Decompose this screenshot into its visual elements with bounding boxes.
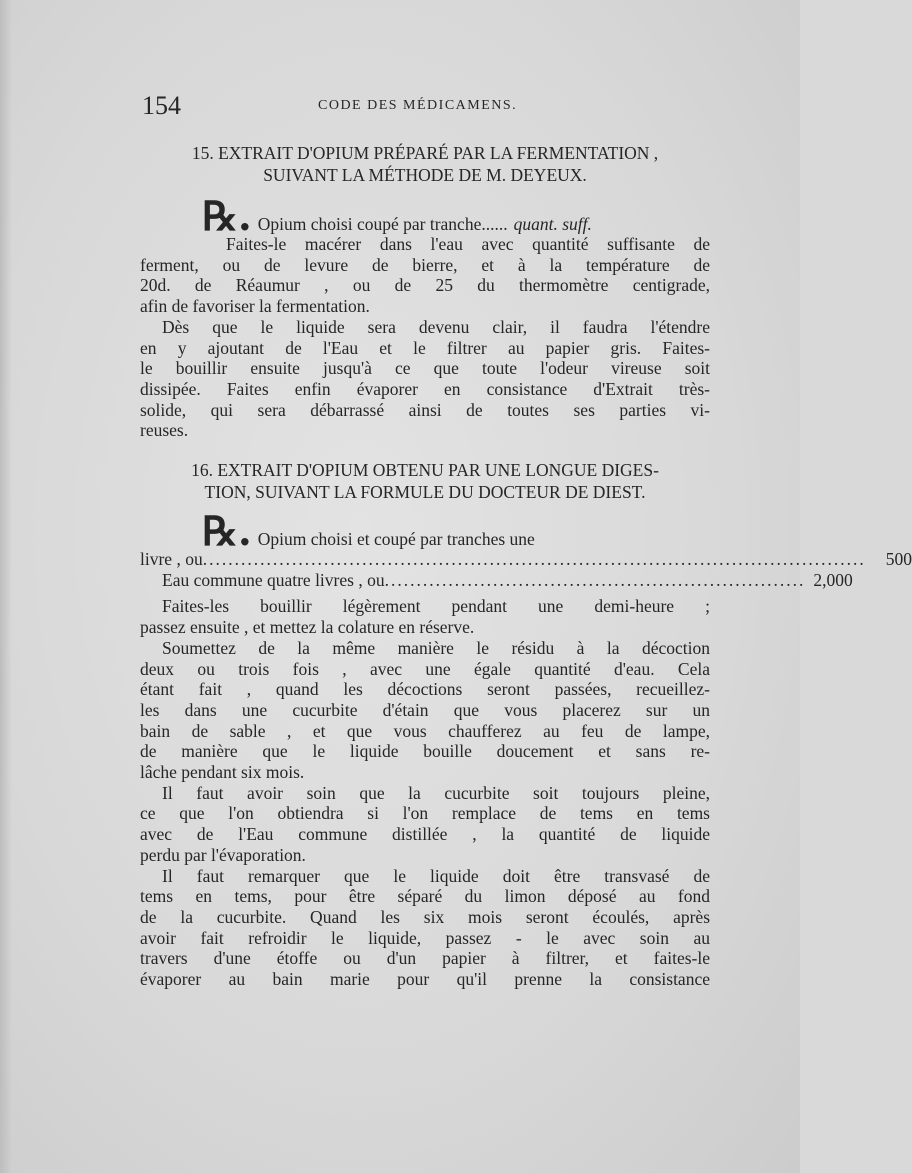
text-line: étant fait , quand les décoctions seront passées, recueillez- bbox=[140, 679, 710, 700]
section-15-title-line2: SUIVANT LA MÉTHODE DE M. DEYEUX. bbox=[263, 165, 587, 185]
text-line: le bouillir ensuite jusqu'à ce que toute l'odeur vireuse soit bbox=[140, 358, 710, 379]
text-line: deux ou trois fois , avec une égale quantité d'eau. Cela bbox=[140, 658, 710, 679]
section-15-text-body bbox=[140, 255, 710, 441]
text-line: Faites-les bouillir légèrement pendant une demi-heure ; bbox=[162, 596, 710, 617]
section-15-title bbox=[140, 142, 710, 186]
text-line: avec de l'Eau commune distillée , la quantité de liquide bbox=[140, 824, 710, 845]
text-line: perdu par l'évaporation. bbox=[140, 844, 306, 865]
section-15-title-line1: 15. EXTRAIT D'OPIUM PRÉPARÉ PAR LA FERMENTATION , bbox=[191, 143, 659, 163]
text-line: en y ajoutant de l'Eau et le filtrer au papier gris. Faites- bbox=[140, 337, 710, 358]
text-line: évaporer au bain marie pour qu'il prenne la consistance bbox=[140, 969, 710, 990]
text-line: ferment, ou de levure de bierre, et à la température de bbox=[140, 254, 710, 275]
text-line: Il faut avoir soin que la cucurbite soit toujours pleine, bbox=[162, 782, 710, 803]
text-line: Il faut remarquer que le liquide doit être transvasé de bbox=[162, 865, 710, 886]
text-line: de manière que le liquide bouille doucement et sans re- bbox=[140, 741, 710, 762]
page-body bbox=[140, 130, 912, 990]
text-line: reuses. bbox=[140, 420, 189, 441]
text-line: dissipée. Faites enfin évaporer en consistance d'Extrait très- bbox=[140, 378, 710, 399]
text-line: travers d'une étoffe ou d'un papier à filtrer, et faites-le bbox=[140, 948, 710, 969]
text-line: tems en tems, pour être séparé du limon déposé au fond bbox=[140, 886, 710, 907]
running-title: CODE DES MÉDICAMENS. bbox=[318, 98, 518, 113]
text-line: Dès que le liquide sera devenu clair, il faudra l'étendre bbox=[162, 316, 710, 337]
page-gutter-shadow bbox=[0, 0, 12, 1173]
running-head bbox=[142, 90, 542, 122]
section-16-title-line1: 16. EXTRAIT D'OPIUM OBTENU PAR UNE LONGUE DIGES- bbox=[191, 460, 659, 481]
section-15-recipe-line bbox=[140, 193, 710, 240]
section-16-ingredient-2: Eau commune quatre livres , ou bbox=[162, 569, 385, 590]
text-line: 20d. de Réaumur , ou de 25 du thermomètre centigrade, bbox=[140, 275, 710, 296]
section-15-text bbox=[226, 234, 710, 255]
text-line: afin de favoriser la fermentation. bbox=[140, 296, 370, 317]
recipe-symbol-icon: ℞. bbox=[202, 508, 252, 556]
text-line: avoir fait refroidir le liquide, passez - le avec soin au bbox=[140, 927, 710, 948]
section-16-title bbox=[140, 459, 710, 503]
text-line: solide, qui sera débarrassé ainsi de toutes ses parties vi- bbox=[140, 399, 710, 420]
recipe-symbol-icon: ℞. bbox=[202, 193, 252, 240]
section-16-ingredient-1-cont: livre , ou bbox=[140, 549, 203, 570]
section-15-ingredient-quantity: quant. suff. bbox=[513, 214, 592, 234]
text-line: lâche pendant six mois. bbox=[140, 762, 305, 783]
text-line: passez ensuite , et mettez la colature en réserve. bbox=[140, 617, 475, 638]
section-15-ingredient: Opium choisi coupé par tranche...... bbox=[257, 214, 508, 234]
section-16-text-body bbox=[140, 596, 710, 989]
text-line: Faites-le macérer dans l'eau avec quantité suffisante de bbox=[226, 234, 710, 254]
section-16-ingredient-1-row bbox=[140, 549, 912, 570]
section-16-ingredient-1: Opium choisi et coupé par tranches une bbox=[257, 529, 535, 550]
section-16-ingredient-2-row bbox=[140, 569, 853, 591]
text-line: les dans une cucurbite d'étain que vous placerez sur un bbox=[140, 699, 710, 720]
page-number: 154 bbox=[142, 91, 181, 120]
text-line: ce que l'on obtiendra si l'on remplace de tems en tems bbox=[140, 803, 710, 824]
section-16-title-line2: TION, SUIVANT LA FORMULE DU DOCTEUR DE DIEST. bbox=[204, 482, 646, 503]
text-line: Soumettez de la même manière le résidu à la décoction bbox=[162, 637, 710, 658]
text-line: bain de sable , et que vous chaufferez au feu de lampe, bbox=[140, 720, 710, 741]
text-line: de la cucurbite. Quand les six mois seront écoulés, après bbox=[140, 906, 710, 927]
dotted-leader: .................................................................. bbox=[384, 569, 806, 590]
section-16-recipe-line bbox=[140, 508, 710, 556]
dotted-leader: ........................................................................................................ bbox=[202, 549, 866, 570]
section-16-ingredient-1-quantity: 500 bbox=[885, 549, 912, 570]
section-16-ingredient-2-quantity: 2,000 bbox=[813, 569, 853, 590]
